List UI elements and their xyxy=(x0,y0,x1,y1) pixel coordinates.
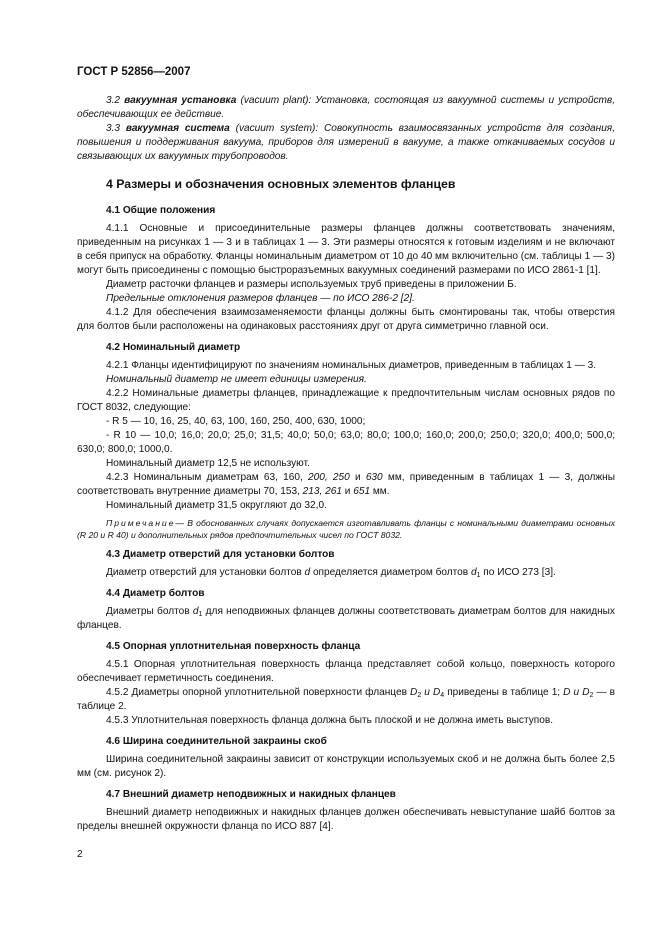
symbol-D: D xyxy=(410,687,418,698)
paragraph-4-7: Внешний диаметр неподвижных и накидных фланцев должен обеспечивать невыступание шайб болтов за пределы внешней окружности фланца по ИСО 887 [4]. xyxy=(77,807,615,832)
subsection-4-6-title: 4.6 Ширина соединительной закраины скоб xyxy=(106,736,327,747)
text-run-italic: 213, 261 xyxy=(302,486,342,497)
text-run: приведены в таблице 1; xyxy=(444,687,564,698)
subscript: 2 xyxy=(417,692,422,699)
term-definition: (vacuum plant): Установка, состоящая из вакуумной системы и устройств, обеспечивающих ее действие. xyxy=(77,95,615,120)
paragraph-4-1-2: 4.1.2 Для обеспечения взаимозаменяемости фланцы должны быть смонтированы так, чтобы отверстия для болтов были расположены на одинаковых расстояниях друг от друга симметрично главной оси. xyxy=(77,307,615,332)
paragraph-4-1-1-b: Диаметр расточки фланцев и размеры используемых труб приведены в приложении Б. xyxy=(106,279,517,290)
note-text: — В обоснованных случаях допускается изготавливать фланцы с номинальными диаметрами основных (R 20 и R 40) и дополнительных рядов предпочтительных чисел по ГОСТ 8032. xyxy=(77,518,615,540)
text-run: мм. xyxy=(370,486,390,497)
text-run: мм, приведенным в таблицах 1 — 3, должны соответствовать внутренние диаметры 70, 153, xyxy=(77,472,616,497)
subsection-4-3-title: 4.3 Диаметр отверстий для установки болтов xyxy=(106,549,335,560)
symbol-d: d xyxy=(304,567,311,578)
paragraph-4-5-1: 4.5.1 Опорная уплотнительная поверхность фланца представляет собой кольцо, поверхность которого обеспечивает герметичность соединения. xyxy=(77,659,615,684)
term-3-2 xyxy=(77,94,615,122)
symbol-d1: d xyxy=(192,606,199,617)
text-run: и xyxy=(341,486,354,497)
paragraph-4-1-1-c: Предельные отклонения размеров фланцев — по ИСО 286-2 [2]. xyxy=(106,293,415,304)
paragraph-4-4 xyxy=(77,605,615,633)
term-3-3 xyxy=(77,122,615,164)
term-number: 3.3 xyxy=(106,123,121,134)
text-run-italic: 630 xyxy=(365,472,383,483)
paragraph-4-6: Ширина соединительной закраины зависит от конструкции используемых скоб и не должна быть более 2,5 мм (см. рисунок 2). xyxy=(77,754,615,779)
text-run: по ИСО 273 [3]. xyxy=(480,567,556,578)
text-run: и xyxy=(349,472,366,483)
document-body xyxy=(77,94,615,834)
note-label: Примечание xyxy=(106,518,176,528)
subscript: 1 xyxy=(476,572,481,579)
note xyxy=(77,517,615,541)
text-run-italic: 200, 250 xyxy=(308,472,350,483)
text-run-italic: и xyxy=(570,687,583,698)
subsection-4-1-title: 4.1 Общие положения xyxy=(106,205,216,216)
text-run: Диаметр отверстий для установки болтов xyxy=(106,567,305,578)
paragraph-4-2-2-b: Номинальный диаметр 12,5 не используют. xyxy=(106,458,310,469)
text-run: 4.5.2 Диаметры опорной уплотнительной поверхности фланцев xyxy=(106,687,411,698)
paragraph-4-1-1: 4.1.1 Основные и присоединительные размеры фланцев должны соответствовать значениям, приведенным на рисунках 1 — 3 и в таблицах 1 — 3. Эти размеры относятся к готовым изделиям и не включают в себя припуск на обработку. Фланцы номинальным диаметром от 10 до 40 мм включительно (см. таблицы 1 — 3) могут быть присоединены с помощью быстроразъемных вакуумных соединений размерами по ИСО 2861-1 [1]. xyxy=(77,223,615,276)
list-item-r10: - R 10 — 10,0; 16,0; 20,0; 25,0; 31,5; 40,0; 50,0; 63,0; 80,0; 100,0; 160,0; 200,0; 250,0; 320,0; 400,0; 500,0; 630,0; 800,0; 1000,0. xyxy=(77,430,615,455)
paragraph-4-2-1: 4.2.1 Фланцы идентифицируют по значениям номинальных диаметров, приведенным в таблицах 1 — 3. xyxy=(106,360,597,371)
text-run-italic: 651 xyxy=(353,486,371,497)
symbol-D: D xyxy=(563,687,571,698)
symbol-d1: d xyxy=(470,567,477,578)
page-number: 2 xyxy=(77,849,83,860)
subscript: 1 xyxy=(198,611,203,618)
subscript: 4 xyxy=(440,692,445,699)
document-header: ГОСТ Р 52856—2007 xyxy=(77,66,191,78)
subsection-4-4-title: 4.4 Диаметр болтов xyxy=(106,588,205,599)
section-4-title: 4 Размеры и обозначения основных элементов фланцев xyxy=(106,177,456,191)
symbol-D: D xyxy=(582,687,590,698)
text-run: Диаметры болтов xyxy=(106,606,193,617)
subsection-4-2-title: 4.2 Номинальный диаметр xyxy=(106,342,241,353)
paragraph-4-2-3-b: Номинальный диаметр 31,5 округляют до 32,0. xyxy=(106,500,327,511)
text-run: определяется диаметром болтов xyxy=(310,567,471,578)
term-name: вакуумная установка xyxy=(124,95,237,106)
term-definition: (vacuum system): Совокупность взаимосвязанных устройств для создания, повышения и поддерживания вакуума, приборов для измерений в вакууме, а также откачиваемых сосудов и связывающих их вакуумных трубопроводов. xyxy=(77,123,616,162)
paragraph-4-2-1-b: Номинальный диаметр не имеет единицы измерения. xyxy=(106,374,367,385)
text-run: 4.2.3 Номинальным диаметрам 63, 160, xyxy=(106,472,308,483)
paragraph-4-3 xyxy=(77,566,615,580)
paragraph-4-5-3: 4.5.3 Уплотнительная поверхность фланца должна быть плоской и не должна иметь выступов. xyxy=(106,715,554,726)
subsection-4-5-title: 4.5 Опорная уплотнительная поверхность фланца xyxy=(106,641,361,652)
text-run-italic: и xyxy=(421,687,433,698)
text-run: для неподвижных фланцев должны соответствовать диаметрам болтов для накидных фланцев. xyxy=(77,606,615,631)
list-item-r5: - R 5 — 10, 16, 25, 40, 63, 100, 160, 250, 400, 630, 1000; xyxy=(106,416,366,427)
subsection-4-7-title: 4.7 Внешний диаметр неподвижных и накидных фланцев xyxy=(106,789,396,800)
paragraph-4-2-3 xyxy=(77,471,615,499)
term-number: 3.2 xyxy=(106,95,121,106)
paragraph-4-2-2: 4.2.2 Номинальные диаметры фланцев, принадлежащие к предпочтительным числам основных рядов по ГОСТ 8032, следующие: xyxy=(77,388,615,413)
subscript: 2 xyxy=(589,692,594,699)
symbol-D: D xyxy=(432,687,441,698)
text-run: — в таблице 2. xyxy=(77,687,615,712)
paragraph-4-5-2 xyxy=(77,686,615,714)
term-name: вакуумная система xyxy=(125,123,230,134)
